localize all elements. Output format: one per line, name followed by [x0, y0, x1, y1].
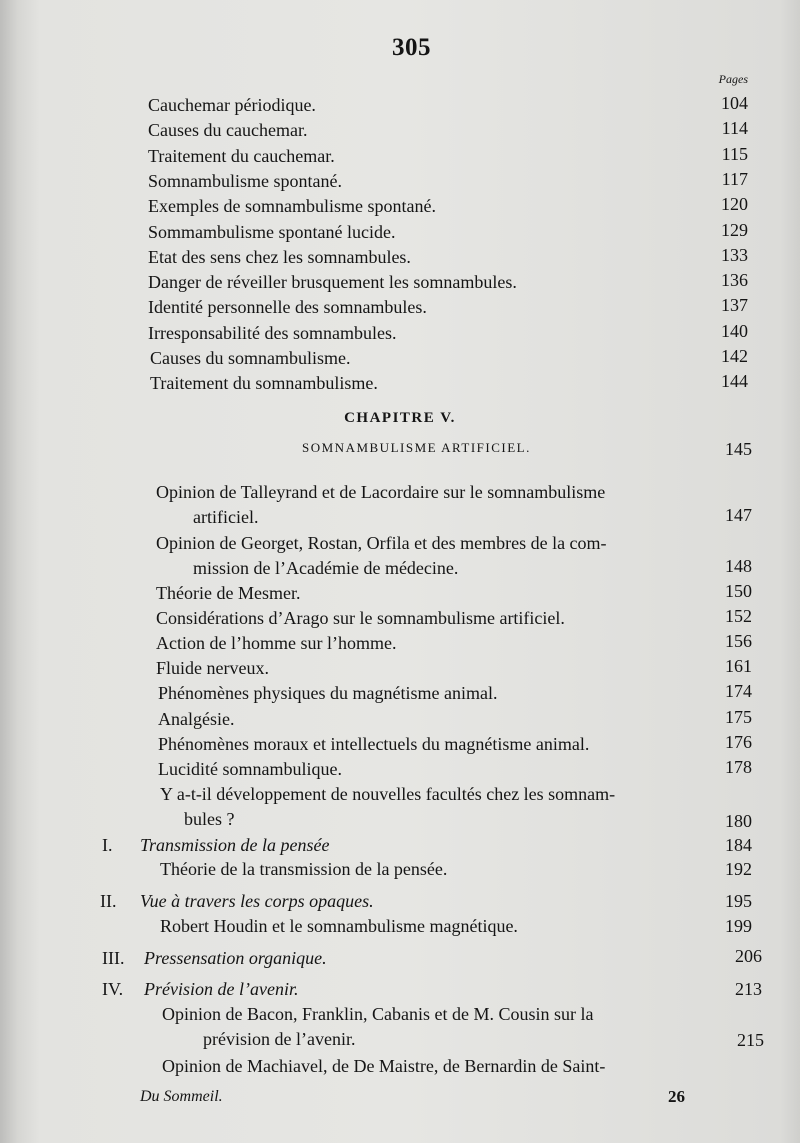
toc-page: 137 — [721, 295, 748, 315]
toc-entry-line1: Opinion de Georget, Rostan, Orfila et des membres de la com- — [156, 533, 607, 553]
toc-page: 114 — [721, 118, 748, 138]
toc-page: 184 — [725, 835, 752, 855]
toc-page: 120 — [721, 194, 748, 214]
toc-page: 117 — [721, 169, 748, 189]
toc-entry: Lucidité somnambulique. — [158, 759, 342, 779]
toc-page: 195 — [725, 891, 752, 911]
toc-page: 104 — [721, 93, 748, 113]
toc-entry: Traitement du somnambulisme. — [150, 373, 378, 393]
toc-entry: Etat des sens chez les somnambules. — [148, 247, 411, 267]
toc-page: 140 — [721, 321, 748, 341]
toc-entry-line1: Opinion de Talleyrand et de Lacordaire sur le somnambulisme — [156, 482, 606, 502]
section-title: Transmission de la pensée — [140, 835, 330, 855]
toc-page: 175 — [725, 707, 752, 727]
section-numeral: II. — [100, 891, 117, 911]
toc-entry-line1: Y a-t-il développement de nouvelles facultés chez les somnam- — [160, 784, 616, 804]
page-number: 305 — [392, 34, 431, 61]
toc-subentry-line2: prévision de l’avenir. — [203, 1029, 356, 1049]
toc-page: 176 — [725, 732, 752, 752]
toc-page: 174 — [725, 681, 752, 701]
toc-entry: Sommambulisme spontané lucide. — [148, 222, 396, 242]
toc-entry: Irresponsabilité des somnambules. — [148, 323, 397, 343]
section-numeral: I. — [102, 835, 113, 855]
toc-entry: Exemples de somnambulisme spontané. — [148, 196, 436, 216]
toc-page: 215 — [737, 1030, 764, 1050]
running-footer-title: Du Sommeil. — [140, 1088, 223, 1105]
pages-column-header: Pages — [718, 72, 748, 86]
toc-page: 147 — [725, 505, 752, 525]
toc-entry-line2: artificiel. — [193, 507, 259, 527]
chapter-subtitle: SOMNAMBULISME ARTIFICIEL. — [302, 440, 531, 455]
toc-page: 115 — [721, 144, 748, 164]
toc-page: 133 — [721, 245, 748, 265]
toc-page: 150 — [725, 581, 752, 601]
toc-page: 180 — [725, 811, 752, 831]
toc-entry: Phénomènes physiques du magnétisme animal. — [158, 683, 498, 703]
chapter-page: 145 — [725, 439, 752, 459]
toc-entry: Considérations d’Arago sur le somnambulisme artificiel. — [156, 608, 565, 628]
toc-subentry: Robert Houdin et le somnambulisme magnétique. — [160, 916, 518, 936]
toc-entry: Identité personnelle des somnambules. — [148, 297, 427, 317]
toc-entry: Phénomènes moraux et intellectuels du magnétisme animal. — [158, 734, 590, 754]
section-title: Pressensation organique. — [144, 948, 327, 968]
toc-page: 206 — [735, 946, 762, 966]
toc-subentry: Théorie de la transmission de la pensée. — [160, 859, 448, 879]
toc-page: 199 — [725, 916, 752, 936]
toc-page: 161 — [725, 656, 752, 676]
toc-entry: Action de l’homme sur l’homme. — [156, 633, 397, 653]
toc-entry: Causes du somnambulisme. — [150, 348, 351, 368]
toc-entry-line2: bules ? — [184, 809, 235, 829]
signature-number: 26 — [668, 1087, 685, 1106]
toc-entry: Traitement du cauchemar. — [148, 146, 335, 166]
toc-subentry: Opinion de Machiavel, de De Maistre, de Bernardin de Saint- — [162, 1056, 606, 1076]
toc-entry: Fluide nerveux. — [156, 658, 269, 678]
toc-subentry-line1: Opinion de Bacon, Franklin, Cabanis et de M. Cousin sur la — [162, 1004, 594, 1024]
section-numeral: IV. — [102, 979, 124, 999]
toc-page: 152 — [725, 606, 752, 626]
section-title: Prévision de l’avenir. — [144, 979, 299, 999]
section-title: Vue à travers les corps opaques. — [140, 891, 374, 911]
section-numeral: III. — [102, 948, 125, 968]
toc-entry: Théorie de Mesmer. — [156, 583, 301, 603]
toc-page: 192 — [725, 859, 752, 879]
toc-page: 142 — [721, 346, 748, 366]
toc-entry: Danger de réveiller brusquement les somnambules. — [148, 272, 517, 292]
toc-entry: Somnambulisme spontané. — [148, 171, 342, 191]
toc-page: 213 — [735, 979, 762, 999]
chapter-title: CHAPITRE V. — [344, 410, 456, 426]
toc-entry: Analgésie. — [158, 709, 235, 729]
toc-entry: Cauchemar périodique. — [148, 95, 316, 115]
toc-page: 156 — [725, 631, 752, 651]
toc-entry: Causes du cauchemar. — [148, 120, 308, 140]
toc-page: 136 — [721, 270, 748, 290]
toc-page: 144 — [721, 371, 748, 391]
toc-entry-line2: mission de l’Académie de médecine. — [193, 558, 459, 578]
toc-page: 178 — [725, 757, 752, 777]
toc-page: 148 — [725, 556, 752, 576]
toc-page: 129 — [721, 220, 748, 240]
